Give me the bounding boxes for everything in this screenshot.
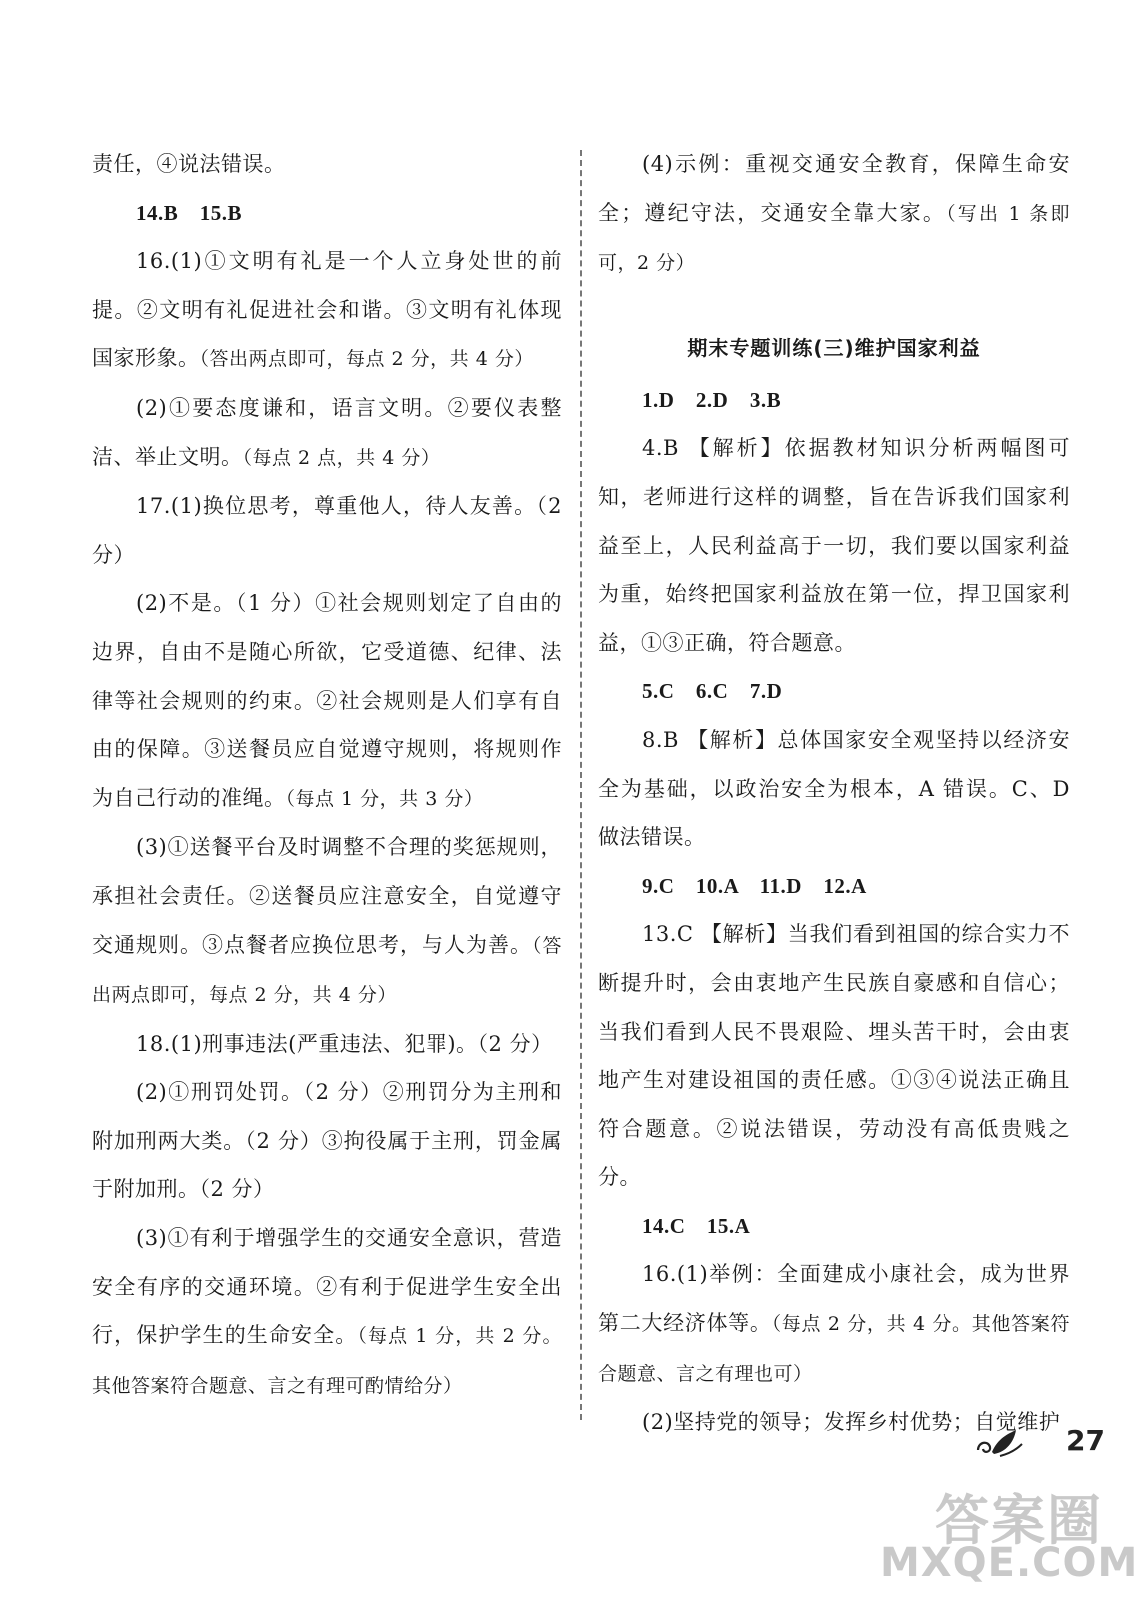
scoring-note: （每点 1 分，共 3 分） — [285, 787, 484, 810]
scoring-note: （答出两点即可，每点 2 分，共 4 分） — [92, 934, 562, 1007]
answer-choices: 14.C 15.A — [642, 1213, 751, 1238]
answer-17-2-text: (2)不是。（1 分）①社会规则划定了自由的边界，自由不是随心所欲，它受道德、纪律、法律等社会规则的约束。②社会规则是人们享有自由的保障。③送餐员应自觉遵守规则，将规则作为自己行动的准绳。 — [92, 591, 562, 810]
answer-explanation: 8.B 【解析】总体国家安全观坚持以经济安全为基础，以政治安全为根本，A 错误。C、D 做法错误。 — [598, 727, 1070, 850]
watermark-logo: 答案圈 — [935, 1489, 1103, 1552]
page-number: 27 — [1066, 1424, 1105, 1457]
answer-explanation: 4.B 【解析】依据教材知识分析两幅图可知，老师进行这样的调整，旨在告诉我们国家利益至上，人民利益高于一切，我们要以国家利益为重，始终把国家利益放在第一位，捍卫国家利益，①③正确，符合题意。 — [598, 436, 1070, 655]
answer-4-text: (4)示例：重视交通安全教育，保障生命安全；遵纪守法，交通安全靠大家。 — [598, 152, 1070, 225]
right-column — [598, 140, 1070, 1447]
answer-16-2: (2)坚持党的领导；发挥乡村优势；自觉维护 — [642, 1410, 1061, 1435]
scoring-note: （每点 1 分，共 2 分。其他答案符合题意、言之有理可酌情给分） — [92, 1325, 562, 1397]
answer-18-2: (2)①刑罚处罚。（2 分）②刑罚分为主刑和附加刑两大类。（2 分）③拘役属于主刑，罚金属于附加刑。（2 分） — [92, 1080, 562, 1202]
answer-18-3-text: (3)①有利于增强学生的交通安全意识，营造安全有序的交通环境。②有利于促进学生安全出行，保护学生的生命安全。 — [92, 1226, 562, 1348]
answer-4 — [598, 140, 1070, 288]
answer-16-2 — [92, 384, 562, 482]
answer-17-3 — [92, 823, 562, 1019]
answer-16-1 — [598, 1250, 1070, 1398]
section-title: 期末专题训练(三)维护国家利益 — [687, 335, 981, 360]
scoring-note: （写出 1 条即可，2 分） — [598, 202, 1070, 275]
answer-explanation: 13.C 【解析】当我们看到祖国的综合实力不断提升时，会由衷地产生民族自豪感和自信心；当我们看到人民不畏艰险、埋头苦干时，会由衷地产生对建设祖国的责任感。①③④说法正确且符合题意。②说法错误，劳动没有高低贵贱之分。 — [598, 922, 1070, 1190]
answer-16-1-text: 16.(1)①文明有礼是一个人立身处世的前提。②文明有礼促进社会和谐。③文明有礼体现国家形象。 — [92, 249, 562, 371]
left-column — [92, 140, 562, 1410]
answer-16-2-text: (2)①要态度谦和，语言文明。②要仪表整洁、举止文明。 — [92, 395, 562, 469]
answer-choices: 5.C 6.C 7.D — [642, 679, 783, 704]
answer-17-2 — [92, 579, 562, 823]
answer-choices: 1.D 2.D 3.B — [642, 387, 782, 412]
answer-choices: 9.C 10.A 11.D 12.A — [642, 873, 867, 898]
answer-16-1-text: 16.(1)举例：全面建成小康社会，成为世界第二大经济体等。 — [598, 1262, 1070, 1336]
scoring-note: （每点 2 分，共 4 分。其他答案符合题意、言之有理也可） — [598, 1313, 1071, 1385]
watermark-url: MXQE.COM — [880, 1540, 1138, 1586]
answer-text: 责任，④说法错误。 — [92, 152, 286, 176]
answer-choices: 14.B 15.B — [136, 200, 243, 225]
leaf-ornament-icon — [974, 1428, 1026, 1462]
answer-16-1 — [92, 237, 562, 384]
answer-18-3 — [92, 1214, 562, 1410]
column-divider — [580, 150, 582, 1420]
scoring-note: （每点 2 点，共 4 分） — [242, 446, 441, 469]
scoring-note: （答出两点即可，每点 2 分，共 4 分） — [199, 348, 534, 371]
answer-18-1: 18.(1)刑事违法(严重违法、犯罪)。（2 分） — [136, 1031, 553, 1056]
answer-17-1: 17.(1)换位思考，尊重他人，待人友善。（2 分） — [92, 494, 562, 567]
answer-17-3-text: (3)①送餐平台及时调整不合理的奖惩规则，承担社会责任。②送餐员应注意安全，自觉遵守交通规则。③点餐者应换位思考，与人为善。 — [92, 835, 562, 957]
